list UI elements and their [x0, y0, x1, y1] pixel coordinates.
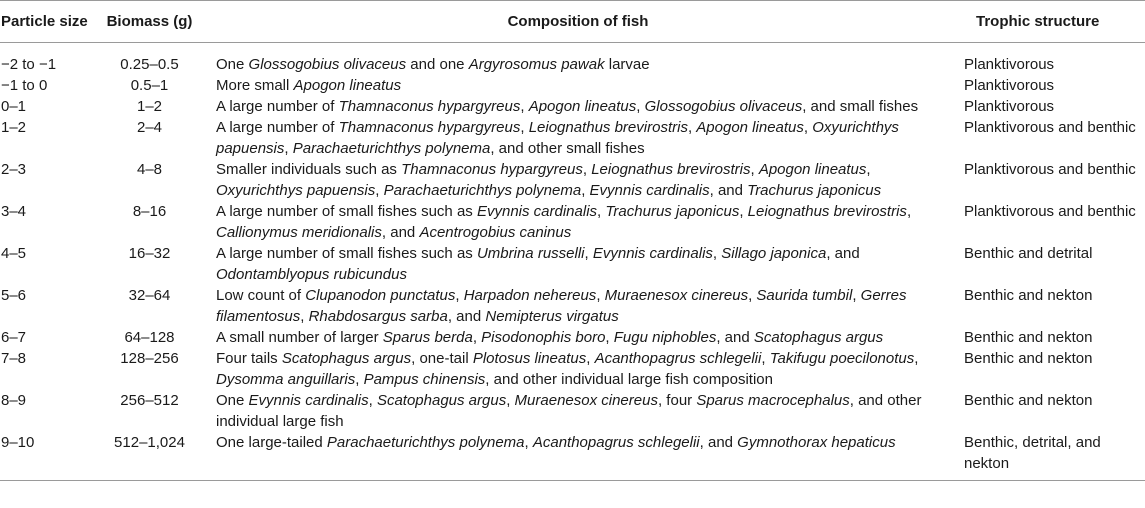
- species-name: Sparus macrocephalus: [696, 392, 850, 409]
- cell-composition: [207, 43, 949, 76]
- composition-text: ,: [520, 119, 529, 136]
- table-row: [0, 96, 1145, 117]
- table-row: [0, 201, 1145, 243]
- species-name: Evynnis cardinalis: [248, 392, 369, 409]
- species-name: Dysomma anguillaris: [216, 371, 356, 388]
- composition-text: More small: [216, 77, 294, 94]
- species-name: Scatophagus argus: [376, 392, 507, 409]
- cell-trophic-structure: Planktivorous: [964, 56, 1055, 73]
- species-name: Umbrina russelli: [476, 245, 585, 262]
- composition-text: ,: [581, 182, 590, 199]
- cell-biomass: 0.25–0.5: [120, 56, 179, 73]
- cell-trophic-structure: Benthic and nekton: [964, 329, 1093, 346]
- composition-text: ,: [597, 203, 606, 220]
- species-name: Leiognathus brevirostris: [747, 203, 907, 220]
- composition-text: ,: [375, 182, 384, 199]
- cell-composition: [207, 96, 949, 117]
- table-row: [0, 348, 1145, 390]
- composition-text: ,: [761, 350, 770, 367]
- composition-text: and one: [406, 56, 469, 73]
- composition-text: One large-tailed: [216, 434, 327, 451]
- composition-text: ,: [852, 287, 861, 304]
- species-name: Muraenesox cinereus: [514, 392, 658, 409]
- composition-text: ,: [906, 203, 912, 220]
- composition-text: Smaller individuals such as: [216, 161, 402, 178]
- composition-text: ,: [506, 392, 515, 409]
- species-name: Apogon lineatus: [528, 98, 637, 115]
- species-name: Evynnis cardinalis: [589, 182, 710, 199]
- composition-text: One: [216, 56, 249, 73]
- species-name: Trachurus japonicus: [605, 203, 740, 220]
- table-row: [0, 43, 1145, 76]
- species-name: Thamnaconus hypargyreus: [338, 98, 521, 115]
- composition-text: ,: [750, 161, 759, 178]
- composition-text: , and other individual large fish composition: [485, 371, 773, 388]
- composition-text: A large number of: [216, 119, 339, 136]
- composition-text: ,: [300, 308, 309, 325]
- composition-text: Low count of: [216, 287, 306, 304]
- cell-biomass: 1–2: [136, 98, 163, 115]
- cell-biomass: 8–16: [132, 203, 167, 220]
- cell-biomass: 0.5–1: [130, 77, 169, 94]
- cell-biomass: 512–1,024: [92, 432, 207, 481]
- species-name: Parachaeturichthys polynema: [292, 140, 491, 157]
- composition-text: , and: [447, 308, 486, 325]
- cell-composition: [207, 432, 949, 481]
- cell-particle-size: 1–2: [1, 119, 27, 136]
- cell-composition: [207, 75, 949, 96]
- composition-text: Four tails: [216, 350, 282, 367]
- composition-text: ,: [866, 161, 871, 178]
- composition-text: A small number of larger: [216, 329, 383, 346]
- cell-biomass: 4–8: [136, 161, 163, 178]
- cell-trophic-structure: Planktivorous and benthic: [964, 203, 1136, 220]
- table-header: [0, 1, 1145, 43]
- composition-text: A large number of small fishes such as: [216, 245, 477, 262]
- species-name: Parachaeturichthys polynema: [326, 434, 525, 451]
- table-row: [0, 390, 1145, 432]
- composition-text: ,: [355, 371, 364, 388]
- species-name: Glossogobius olivaceus: [644, 98, 803, 115]
- composition-text: ,: [605, 329, 614, 346]
- cell-trophic-structure: Benthic and nekton: [964, 287, 1093, 304]
- table-row: [0, 159, 1145, 201]
- cell-particle-size: 7–8: [1, 350, 27, 367]
- cell-biomass: 256–512: [120, 392, 179, 409]
- cell-trophic-structure: Benthic and detrital: [964, 245, 1093, 262]
- composition-text: ,: [914, 350, 919, 367]
- species-name: Apogon lineatus: [696, 119, 804, 136]
- composition-text: , and: [826, 245, 860, 262]
- cell-composition: [207, 243, 949, 285]
- composition-text: , one-tail: [411, 350, 473, 367]
- header-trophic-structure: Trophic structure: [949, 1, 1145, 43]
- species-name: Scatophagus argus: [753, 329, 884, 346]
- cell-particle-size: 2–3: [1, 161, 27, 178]
- table-body: [0, 43, 1145, 481]
- species-name: Sparus berda: [382, 329, 473, 346]
- header-composition: Composition of fish: [207, 1, 949, 43]
- cell-composition: [207, 285, 949, 327]
- composition-text: larvae: [604, 56, 650, 73]
- species-name: Gymnothorax hepaticus: [737, 434, 896, 451]
- cell-particle-size: 9–10: [0, 432, 92, 481]
- species-name: Callionymus meridionalis: [216, 224, 382, 241]
- cell-trophic-structure: Planktivorous: [964, 98, 1055, 115]
- cell-composition: [207, 327, 949, 348]
- composition-text: ,: [455, 287, 464, 304]
- cell-composition: [207, 117, 949, 159]
- cell-particle-size: 5–6: [1, 287, 27, 304]
- species-name: Oxyurichthys papuensis: [216, 119, 899, 157]
- species-name: Oxyurichthys papuensis: [216, 182, 376, 199]
- composition-text: , and other individual large fish: [216, 392, 922, 430]
- composition-text: ,: [368, 392, 377, 409]
- species-name: Evynnis cardinalis: [476, 203, 598, 220]
- cell-composition: [207, 159, 949, 201]
- cell-trophic-structure: Benthic and nekton: [964, 350, 1093, 367]
- composition-text: , and: [716, 329, 754, 346]
- species-name: Plotosus lineatus: [472, 350, 587, 367]
- cell-trophic-structure: Planktivorous: [964, 77, 1055, 94]
- species-name: Clupanodon punctatus: [305, 287, 456, 304]
- composition-text: ,: [584, 245, 593, 262]
- species-name: Apogon lineatus: [758, 161, 867, 178]
- composition-text: , and other small fishes: [490, 140, 645, 157]
- composition-text: ,: [520, 98, 529, 115]
- cell-trophic-structure: Benthic and nekton: [964, 392, 1093, 409]
- header-row: [0, 1, 1145, 43]
- cell-composition: [207, 390, 949, 432]
- species-name: Nemipterus virgatus: [485, 308, 619, 325]
- cell-biomass: 32–64: [128, 287, 171, 304]
- species-name: Evynnis cardinalis: [592, 245, 713, 262]
- species-name: Saurida tumbil: [756, 287, 853, 304]
- composition-text: , and: [709, 182, 748, 199]
- species-name: Gerres filamentosus: [216, 287, 907, 325]
- species-name: Argyrosomus pawak: [468, 56, 605, 73]
- species-name: Pisodonophis boro: [481, 329, 606, 346]
- header-biomass: Biomass (g): [92, 1, 207, 43]
- composition-text: ,: [284, 140, 293, 157]
- species-name: Fugu niphobles: [613, 329, 717, 346]
- composition-text: ,: [712, 245, 722, 262]
- composition-text: ,: [582, 161, 592, 178]
- species-name: Thamnaconus hypargyreus: [401, 161, 583, 178]
- species-name: Odontamblyopus rubicundus: [216, 266, 407, 283]
- composition-text: , and: [381, 224, 420, 241]
- species-name: Sillago japonica: [721, 245, 827, 262]
- composition-text: ,: [586, 350, 595, 367]
- species-name: Rhabdosargus sarba: [308, 308, 448, 325]
- cell-biomass: 16–32: [128, 245, 171, 262]
- cell-trophic-structure: Planktivorous and benthic: [964, 161, 1136, 178]
- cell-biomass: 2–4: [136, 119, 163, 136]
- composition-text: One: [216, 392, 249, 409]
- species-name: Glossogobius olivaceus: [248, 56, 407, 73]
- composition-text: ,: [748, 287, 757, 304]
- species-name: Pampus chinensis: [363, 371, 486, 388]
- species-name: Harpadon nehereus: [463, 287, 597, 304]
- species-name: Parachaeturichthys polynema: [383, 182, 582, 199]
- species-name: Muraenesox cinereus: [604, 287, 749, 304]
- species-name: Takifugu poecilonotus: [769, 350, 915, 367]
- cell-particle-size: −2 to −1: [1, 56, 57, 73]
- species-name: Thamnaconus hypargyreus: [338, 119, 521, 136]
- species-name: Acanthopagrus schlegelii: [594, 350, 762, 367]
- composition-text: ,: [803, 119, 813, 136]
- table-row: [0, 285, 1145, 327]
- composition-text: ,: [687, 119, 697, 136]
- cell-biomass: 128–256: [120, 350, 179, 367]
- table-row: [0, 75, 1145, 96]
- header-particle-size: Particle size: [0, 1, 92, 43]
- composition-text: , four: [657, 392, 697, 409]
- cell-composition: [207, 348, 949, 390]
- cell-composition: [207, 201, 949, 243]
- cell-particle-size: 0–1: [1, 98, 27, 115]
- species-name: Leiognathus brevirostris: [528, 119, 688, 136]
- composition-text: ,: [596, 287, 605, 304]
- cell-particle-size: 4–5: [1, 245, 27, 262]
- cell-trophic-structure: Benthic, detrital, and nekton: [949, 432, 1145, 481]
- cell-particle-size: −1 to 0: [1, 77, 48, 94]
- table-row: [0, 432, 1145, 481]
- cell-particle-size: 6–7: [1, 329, 27, 346]
- composition-text: ,: [472, 329, 482, 346]
- composition-text: A large number of small fishes such as: [216, 203, 477, 220]
- composition-text: A large number of: [216, 98, 339, 115]
- table-row: [0, 243, 1145, 285]
- composition-text: , and small fishes: [802, 98, 919, 115]
- cell-biomass: 64–128: [124, 329, 175, 346]
- cell-particle-size: 8–9: [1, 392, 27, 409]
- table-row: [0, 327, 1145, 348]
- composition-text: ,: [636, 98, 645, 115]
- species-name: Acanthopagrus schlegelii: [532, 434, 700, 451]
- composition-text: ,: [524, 434, 533, 451]
- table-row: [0, 117, 1145, 159]
- species-name: Acentrogobius caninus: [419, 224, 572, 241]
- cell-trophic-structure: Planktivorous and benthic: [964, 119, 1136, 136]
- cell-particle-size: 3–4: [1, 203, 27, 220]
- species-name: Apogon lineatus: [293, 77, 402, 94]
- composition-text: , and: [699, 434, 738, 451]
- composition-text: ,: [739, 203, 748, 220]
- species-name: Trachurus japonicus: [747, 182, 882, 199]
- species-name: Leiognathus brevirostris: [591, 161, 751, 178]
- species-name: Scatophagus argus: [281, 350, 412, 367]
